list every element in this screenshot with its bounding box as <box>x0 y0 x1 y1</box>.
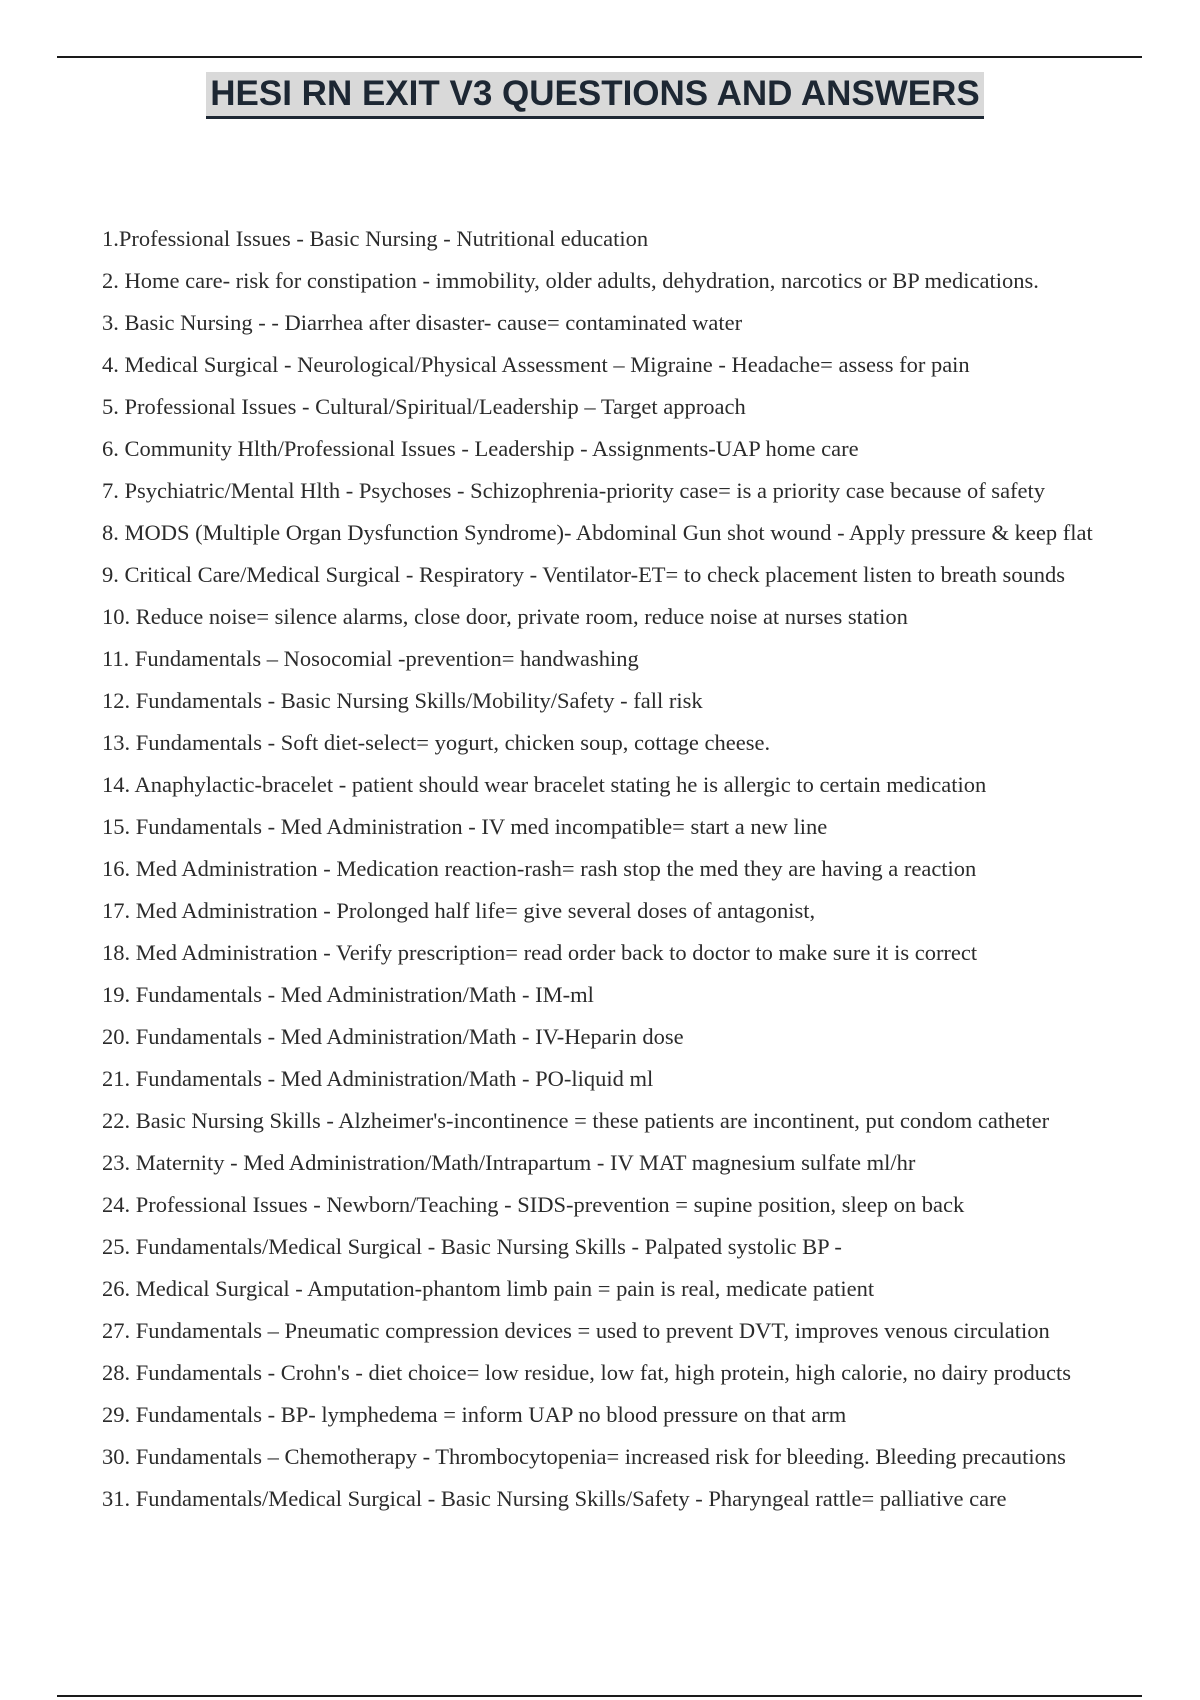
list-item: 18. Med Administration - Verify prescription= read order back to doctor to make sure it is correct <box>102 940 978 965</box>
list-item: 7. Psychiatric/Mental Hlth - Psychoses - Schizophrenia-priority case= is a priority case because of safety <box>102 478 1046 503</box>
list-item: 26. Medical Surgical - Amputation-phantom limb pain = pain is real, medicate patient <box>102 1276 875 1301</box>
list-item: 17. Med Administration - Prolonged half life= give several doses of antagonist, <box>102 898 816 923</box>
list-item: 9. Critical Care/Medical Surgical - Respiratory - Ventilator-ET= to check placement listen to breath sounds <box>102 562 1066 587</box>
list-item: 13. Fundamentals - Soft diet-select= yogurt, chicken soup, cottage cheese. <box>102 730 771 755</box>
list-item: 23. Maternity - Med Administration/Math/Intrapartum - IV MAT magnesium sulfate ml/hr <box>102 1150 916 1175</box>
list-item: 3. Basic Nursing - - Diarrhea after disaster- cause= contaminated water <box>102 310 743 335</box>
document-title: HESI RN EXIT V3 QUESTIONS AND ANSWERS <box>206 72 983 119</box>
bottom-rule <box>57 1695 1142 1697</box>
title-block <box>0 72 1200 119</box>
list-item: 8. MODS (Multiple Organ Dysfunction Syndrome)- Abdominal Gun shot wound - Apply pressure & keep flat <box>102 520 1093 545</box>
list-item: 24. Professional Issues - Newborn/Teaching - SIDS-prevention = supine position, sleep on back <box>102 1192 965 1217</box>
list-item: 28. Fundamentals - Crohn's - diet choice= low residue, low fat, high protein, high calorie, no dairy products <box>102 1360 1072 1385</box>
list-item: 25. Fundamentals/Medical Surgical - Basic Nursing Skills - Palpated systolic BP - <box>102 1234 842 1259</box>
list-item: 15. Fundamentals - Med Administration - IV med incompatible= start a new line <box>102 814 828 839</box>
list-item: 16. Med Administration - Medication reaction-rash= rash stop the med they are having a reaction <box>102 856 977 881</box>
list-item: 1.Professional Issues - Basic Nursing - Nutritional education <box>102 226 649 251</box>
list-item: 5. Professional Issues - Cultural/Spiritual/Leadership – Target approach <box>102 394 746 419</box>
top-rule <box>57 56 1142 58</box>
list-item: 21. Fundamentals - Med Administration/Math - PO-liquid ml <box>102 1066 654 1091</box>
list-item: 11. Fundamentals – Nosocomial -prevention= handwashing <box>102 646 639 671</box>
list-item: 29. Fundamentals - BP- lymphedema = inform UAP no blood pressure on that arm <box>102 1402 847 1427</box>
list-item: 14. Anaphylactic-bracelet - patient should wear bracelet stating he is allergic to certain medication <box>102 772 987 797</box>
list-item: 12. Fundamentals - Basic Nursing Skills/Mobility/Safety - fall risk <box>102 688 703 713</box>
list-item: 27. Fundamentals – Pneumatic compression devices = used to prevent DVT, improves venous circulation <box>102 1318 1050 1343</box>
list-item: 20. Fundamentals - Med Administration/Math - IV-Heparin dose <box>102 1024 684 1049</box>
list-item: 19. Fundamentals - Med Administration/Math - IM-ml <box>102 982 594 1007</box>
list-item: 10. Reduce noise= silence alarms, close door, private room, reduce noise at nurses station <box>102 604 908 629</box>
list-item: 31. Fundamentals/Medical Surgical - Basic Nursing Skills/Safety - Pharyngeal rattle= palliative care <box>102 1486 1007 1511</box>
qa-list <box>102 218 1162 1520</box>
list-item: 30. Fundamentals – Chemotherapy - Thrombocytopenia= increased risk for bleeding. Bleeding precautions <box>102 1444 1066 1469</box>
list-item: 22. Basic Nursing Skills - Alzheimer's-incontinence = these patients are incontinent, put condom catheter <box>102 1108 1050 1133</box>
list-item: 4. Medical Surgical - Neurological/Physical Assessment – Migraine - Headache= assess for pain <box>102 352 970 377</box>
list-item: 2. Home care- risk for constipation - immobility, older adults, dehydration, narcotics or BP medications. <box>102 268 1039 293</box>
list-item: 6. Community Hlth/Professional Issues - Leadership - Assignments-UAP home care <box>102 436 859 461</box>
